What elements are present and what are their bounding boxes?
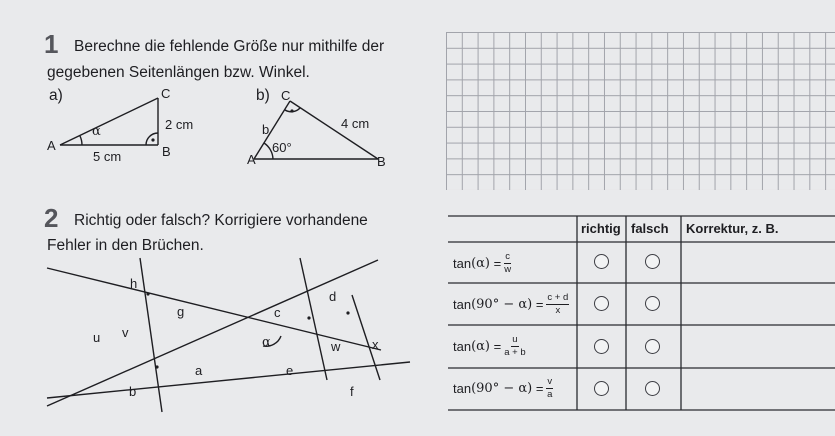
row2-denominator: x (555, 304, 561, 316)
figure-label-c: c (274, 305, 281, 320)
triangle-a-vertex-a: A (47, 138, 56, 153)
triangle-b-vertex-a: A (247, 152, 256, 167)
row2-korrektur-field[interactable] (683, 285, 833, 323)
row2-func: tan (453, 296, 472, 312)
task1-number: 1 (44, 29, 59, 59)
table-row-3-formula (453, 335, 526, 357)
row2-falsch-option[interactable] (645, 296, 660, 311)
row1-equals: = (490, 255, 502, 271)
triangle-a-angle-label: α (92, 124, 101, 139)
figure-label-f: f (350, 384, 354, 399)
task1-text-line2: gegebenen Seitenlängen bzw. Winkel. (47, 64, 310, 81)
row3-func: tan (453, 338, 472, 354)
row3-equals: = (490, 338, 502, 354)
table-row-4-formula (453, 377, 553, 399)
triangle-b-side-cb-label: 4 cm (341, 116, 370, 131)
row4-denominator: a (547, 388, 553, 400)
row4-richtig-option[interactable] (594, 381, 609, 396)
figure-label-alpha: α (262, 335, 271, 350)
table-row-1-formula (453, 252, 511, 274)
row2-arg: (90° − α) (471, 296, 533, 312)
task1-text-line1: Berechne die fehlende Größe nur mithilfe der (74, 38, 385, 55)
row4-korrektur-field[interactable] (683, 370, 833, 408)
row1-fraction (504, 252, 511, 274)
row1-numerator: c (505, 251, 511, 262)
figure-label-a: a (195, 363, 203, 378)
triangle-b-vertex-b: B (377, 154, 386, 169)
row2-numerator: c + d (547, 292, 569, 303)
row3-richtig-option[interactable] (594, 339, 609, 354)
row2-fraction (546, 293, 569, 315)
task2-text-line2: Fehler in den Brüchen. (47, 237, 204, 254)
table-header-falsch: falsch (631, 221, 669, 236)
row4-equals: = (532, 380, 544, 396)
row1-arg: (α) (471, 255, 491, 271)
triangle-a-vertex-b: B (162, 144, 171, 159)
figure-label-w: w (331, 339, 341, 354)
triangle-a-vertex-c: C (161, 86, 171, 101)
figure-label-b: b (129, 384, 137, 399)
figure-label-u: u (93, 330, 101, 345)
row3-fraction (504, 335, 525, 357)
row3-numerator: u (512, 334, 518, 345)
row1-func: tan (453, 255, 472, 271)
row2-richtig-option[interactable] (594, 296, 609, 311)
part-b-label: b) (256, 87, 270, 104)
task2-text-line1: Richtig oder falsch? Korrigiere vorhandene (74, 212, 368, 229)
row1-korrektur-field[interactable] (683, 244, 833, 281)
figure-label-v: v (122, 325, 129, 340)
task2-number: 2 (44, 203, 59, 233)
row3-falsch-option[interactable] (645, 339, 660, 354)
triangle-b-vertex-c: C (281, 88, 291, 103)
table-header-korrektur: Korrektur, z. B. (686, 221, 779, 236)
row4-func: tan (453, 380, 472, 396)
figure-label-h: h (130, 276, 138, 291)
figure-label-g: g (177, 304, 185, 319)
triangle-b-side-b-label: b (262, 122, 270, 137)
row4-numerator: v (547, 376, 553, 387)
row3-arg: (α) (471, 338, 491, 354)
figure-label-x: x (372, 337, 379, 352)
row4-falsch-option[interactable] (645, 381, 660, 396)
table-row-2-formula (453, 293, 569, 315)
row4-fraction (546, 377, 553, 399)
figure-label-d: d (329, 289, 337, 304)
table-header-richtig: richtig (581, 221, 621, 236)
part-a-label: a) (49, 87, 63, 104)
row4-arg: (90° − α) (471, 380, 533, 396)
row3-denominator: a + b (504, 346, 526, 358)
row1-falsch-option[interactable] (645, 254, 660, 269)
row2-equals: = (532, 296, 544, 312)
triangle-a-side-ab-label: 5 cm (93, 149, 122, 164)
figure-label-e: e (286, 363, 294, 378)
row3-korrektur-field[interactable] (683, 327, 833, 366)
row1-richtig-option[interactable] (594, 254, 609, 269)
triangle-b-angle-label: 60° (272, 140, 292, 155)
row1-denominator: w (504, 263, 512, 275)
triangle-a-side-cb-label: 2 cm (165, 117, 194, 132)
